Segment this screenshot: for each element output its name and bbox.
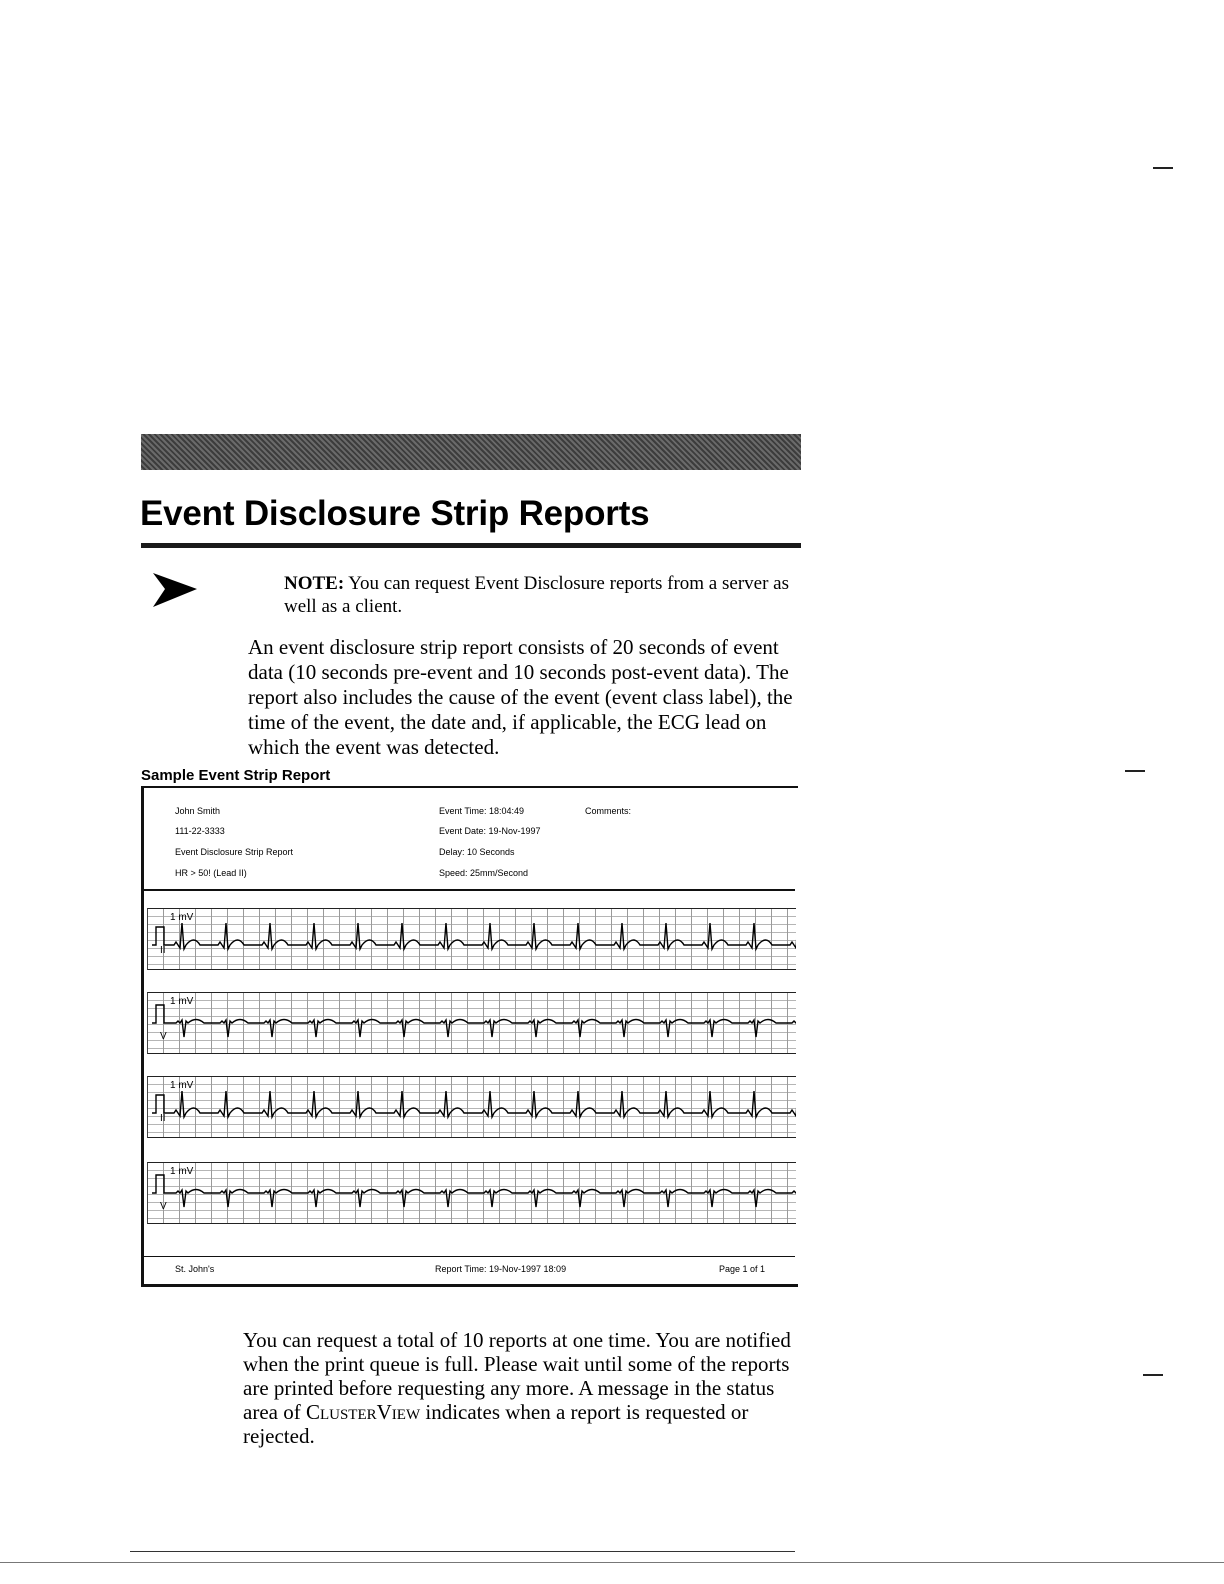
margin-mark — [1125, 770, 1145, 772]
report-page: Page 1 of 1 — [719, 1264, 766, 1274]
event-speed: Speed: 25mm/Second — [439, 868, 529, 878]
margin-mark — [1143, 1374, 1163, 1376]
ecg-strip — [147, 1162, 796, 1224]
comments-label: Comments: — [585, 806, 632, 816]
event-date: Event Date: 19-Nov-1997 — [439, 826, 541, 836]
patient-id: 111-22-3333 — [175, 826, 225, 836]
intro-paragraph: An event disclosure strip report consists of 20 seconds of event data (10 seconds pre-event and 10 seconds post-event data). The report also includes the cause of the event (event class label), the time of the event, the date and, if applicable, the ECG lead on which the event was detected. — [248, 635, 793, 759]
header-divider — [144, 889, 795, 891]
ecg-trace — [152, 1005, 796, 1037]
footer-rule — [130, 1551, 795, 1552]
title-rule — [141, 543, 801, 548]
section-banner — [141, 434, 801, 470]
figure-caption: Sample Event Strip Report — [141, 767, 331, 784]
sample-report — [141, 786, 797, 1286]
closing-text-start: You can request a total of 10 reports at one time. You are notified when the print queue is full. Please wait until some of the reports are printed before requesting any more. A message in the status area of — [243, 1328, 791, 1424]
event-time: Event Time: 18:04:49 — [439, 806, 525, 816]
page-title: Event Disclosure Strip Reports — [140, 494, 650, 533]
product-name: ClusterView — [305, 1400, 421, 1424]
event-delay: Delay: 10 Seconds — [439, 847, 515, 857]
ecg-waveform — [148, 909, 796, 969]
note-text: You can request Event Disclosure reports from a server as well as a client. — [284, 573, 789, 617]
note-block — [284, 572, 804, 618]
ecg-trace — [152, 1175, 796, 1207]
ecg-strip — [147, 908, 796, 970]
calibration-label: 1 mV — [170, 1080, 194, 1091]
ecg-trace — [152, 923, 796, 949]
report-time: Report Time: 19-Nov-1997 18:09 — [435, 1264, 567, 1274]
report-type: Event Disclosure Strip Report — [175, 847, 294, 857]
ecg-waveform — [148, 993, 796, 1053]
calibration-label: 1 mV — [170, 996, 194, 1007]
ecg-waveform — [148, 1163, 796, 1223]
ecg-strip — [147, 992, 796, 1054]
page-bottom-edge — [0, 1562, 1224, 1563]
lead-label: II — [160, 945, 166, 956]
report-facility: St. John's — [175, 1264, 215, 1274]
margin-mark — [1153, 167, 1173, 169]
event-label: HR > 50! (Lead II) — [175, 868, 247, 878]
lead-label: V — [160, 1201, 167, 1212]
note-arrow-icon — [153, 573, 197, 607]
lead-label: II — [160, 1113, 166, 1124]
lead-label: V — [160, 1031, 167, 1042]
footer-divider — [144, 1256, 795, 1257]
note-label: NOTE: — [284, 573, 345, 594]
patient-name: John Smith — [175, 806, 221, 816]
calibration-label: 1 mV — [170, 1166, 194, 1177]
ecg-strip — [147, 1076, 796, 1138]
ecg-waveform — [148, 1077, 796, 1137]
ecg-trace — [152, 1091, 796, 1117]
closing-paragraph — [243, 1328, 803, 1448]
closing-text-end: indicates when a report is requested or rejected. — [243, 1400, 749, 1448]
calibration-label: 1 mV — [170, 912, 194, 923]
